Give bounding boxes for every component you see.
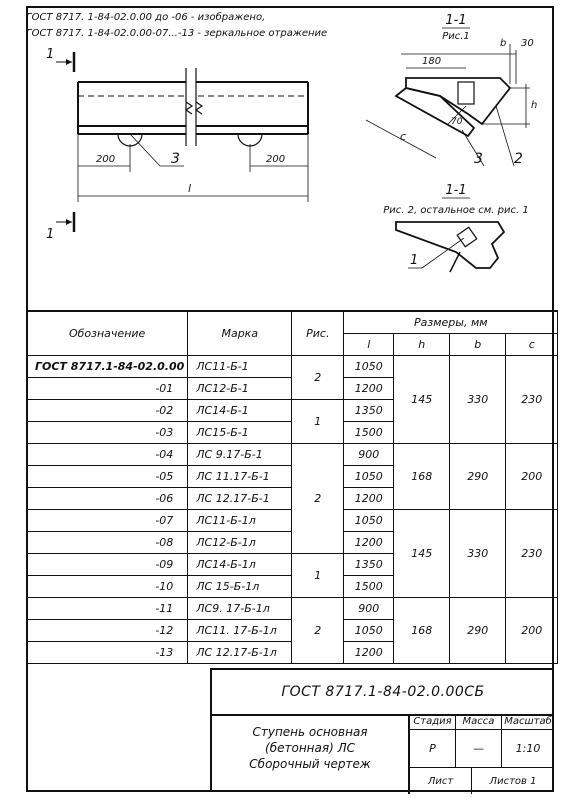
fig1-section xyxy=(366,44,530,166)
designation-cell: -08 xyxy=(27,532,188,554)
header-c: c xyxy=(506,334,558,356)
l-cell: 1050 xyxy=(344,466,394,488)
c-cell: 230 xyxy=(506,510,558,598)
fig1-dim-70: 70 xyxy=(451,117,463,127)
header-sizes: Размеры, мм xyxy=(344,311,558,334)
l-cell: 900 xyxy=(344,444,394,466)
header-mark: Марка xyxy=(188,311,292,356)
designation-cell: -13 xyxy=(27,642,188,664)
h-cell: 145 xyxy=(394,356,450,444)
b-cell: 330 xyxy=(450,510,506,598)
designation-cell: -04 xyxy=(27,444,188,466)
l-cell: 1200 xyxy=(344,642,394,664)
l-cell: 1500 xyxy=(344,576,394,598)
fig1-callout-2: 2 xyxy=(514,151,523,167)
h-cell: 168 xyxy=(394,444,450,510)
c-cell: 200 xyxy=(506,444,558,510)
sheets-label: Листов 1 xyxy=(489,775,537,787)
mark-cell: ЛС 12.17-Б-1 xyxy=(188,488,292,510)
designation-cell: ГОСТ 8717.1-84-02.0.00 xyxy=(27,356,188,378)
b-cell: 290 xyxy=(450,444,506,510)
designation-cell: -03 xyxy=(27,422,188,444)
fig-cell: 2 xyxy=(292,356,344,400)
sheet-label: Лист xyxy=(410,768,472,794)
header-l: l xyxy=(344,334,394,356)
stage-label: Стадия xyxy=(410,714,456,730)
fig-cell: 2 xyxy=(292,598,344,664)
dim-left-200: 200 xyxy=(96,154,116,165)
fig2-callout-1: 1 xyxy=(410,253,419,268)
l-cell: 1350 xyxy=(344,400,394,422)
l-cell: 1200 xyxy=(344,378,394,400)
specification-table xyxy=(26,310,558,664)
designation-cell: -05 xyxy=(27,466,188,488)
drawing-name-line-3: Сборочный чертеж xyxy=(249,757,371,771)
callout-3: 3 xyxy=(171,151,180,167)
fig1-dim-b: b xyxy=(500,38,507,49)
scale-label: Масштаб xyxy=(502,714,554,730)
mark-cell: ЛС 12.17-Б-1л xyxy=(188,642,292,664)
note-line-1: ГОСТ 8717. 1-84-02.0.00 до -06 - изображено, xyxy=(26,12,266,23)
l-cell: 1200 xyxy=(344,532,394,554)
mark-cell: ЛС12-Б-1л xyxy=(188,532,292,554)
fig2-caption: Рис. 2, остальное см. рис. 1 xyxy=(383,205,529,216)
mark-cell: ЛС14-Б-1 xyxy=(188,400,292,422)
designation-cell: -06 xyxy=(27,488,188,510)
designation-cell: -12 xyxy=(27,620,188,642)
mark-cell: ЛС 11.17-Б-1 xyxy=(188,466,292,488)
main-view xyxy=(56,52,308,232)
dim-length-l: l xyxy=(188,182,192,195)
mark-cell: ЛС 15-Б-1л xyxy=(188,576,292,598)
mark-cell: ЛС 9.17-Б-1 xyxy=(188,444,292,466)
designation-cell: -02 xyxy=(27,400,188,422)
l-cell: 1050 xyxy=(344,620,394,642)
mark-cell: ЛС15-Б-1 xyxy=(188,422,292,444)
designation-cell: -10 xyxy=(27,576,188,598)
designation-cell: -01 xyxy=(27,378,188,400)
b-cell: 290 xyxy=(450,598,506,664)
drawing-area xyxy=(26,6,554,310)
fig1-callout-3: 3 xyxy=(474,151,483,167)
drawing-name xyxy=(212,714,410,794)
stage-value: Р xyxy=(410,730,456,768)
fig1-section-title: 1-1 xyxy=(445,13,467,28)
mark-cell: ЛС12-Б-1 xyxy=(188,378,292,400)
l-cell: 1500 xyxy=(344,422,394,444)
mass-value: — xyxy=(456,730,502,768)
table-row xyxy=(27,356,558,378)
section-mark-bottom: 1 xyxy=(46,227,55,242)
fig2-section-title: 1-1 xyxy=(445,183,467,198)
mark-cell: ЛС11-Б-1 xyxy=(188,356,292,378)
designation-cell: -11 xyxy=(27,598,188,620)
designation-cell: -07 xyxy=(27,510,188,532)
fig1-dim-30: 30 xyxy=(521,38,534,49)
title-block xyxy=(210,668,554,792)
mark-cell: ЛС9. 17-Б-1л xyxy=(188,598,292,620)
header-b: b xyxy=(450,334,506,356)
fig-cell: 1 xyxy=(292,554,344,598)
fig-cell: 1 xyxy=(292,400,344,444)
scale-value: 1:10 xyxy=(502,730,554,768)
dim-right-200: 200 xyxy=(266,154,286,165)
h-cell: 168 xyxy=(394,598,450,664)
table-row xyxy=(27,598,558,620)
c-cell: 230 xyxy=(506,356,558,444)
note-line-2: ГОСТ 8717. 1-84-02.0.00-07...-13 - зеркальное отражение xyxy=(26,28,328,39)
mass-label: Масса xyxy=(456,714,502,730)
fig1-dim-180: 180 xyxy=(422,56,442,67)
fig-cell: 2 xyxy=(292,444,344,554)
l-cell: 900 xyxy=(344,598,394,620)
mark-cell: ЛС11. 17-Б-1л xyxy=(188,620,292,642)
header-h: h xyxy=(394,334,450,356)
fig1-dim-c: c xyxy=(400,130,407,143)
mark-cell: ЛС14-Б-1л xyxy=(188,554,292,576)
section-mark-top: 1 xyxy=(46,47,55,62)
l-cell: 1050 xyxy=(344,356,394,378)
designation-cell: -09 xyxy=(27,554,188,576)
l-cell: 1350 xyxy=(344,554,394,576)
l-cell: 1050 xyxy=(344,510,394,532)
l-cell: 1200 xyxy=(344,488,394,510)
fig1-label: Рис.1 xyxy=(442,31,470,42)
drawing-code: ГОСТ 8717.1-84-02.0.00СБ xyxy=(212,670,554,716)
mark-cell: ЛС11-Б-1л xyxy=(188,510,292,532)
h-cell: 145 xyxy=(394,510,450,598)
table-row xyxy=(27,444,558,466)
b-cell: 330 xyxy=(450,356,506,444)
header-fig: Рис. xyxy=(292,311,344,356)
c-cell: 200 xyxy=(506,598,558,664)
header-designation: Обозначение xyxy=(27,311,188,356)
drawing-name-line-1: Ступень основная xyxy=(252,725,368,739)
fig1-dim-h: h xyxy=(531,100,538,111)
drawing-name-line-2: (бетонная) ЛС xyxy=(265,741,355,755)
